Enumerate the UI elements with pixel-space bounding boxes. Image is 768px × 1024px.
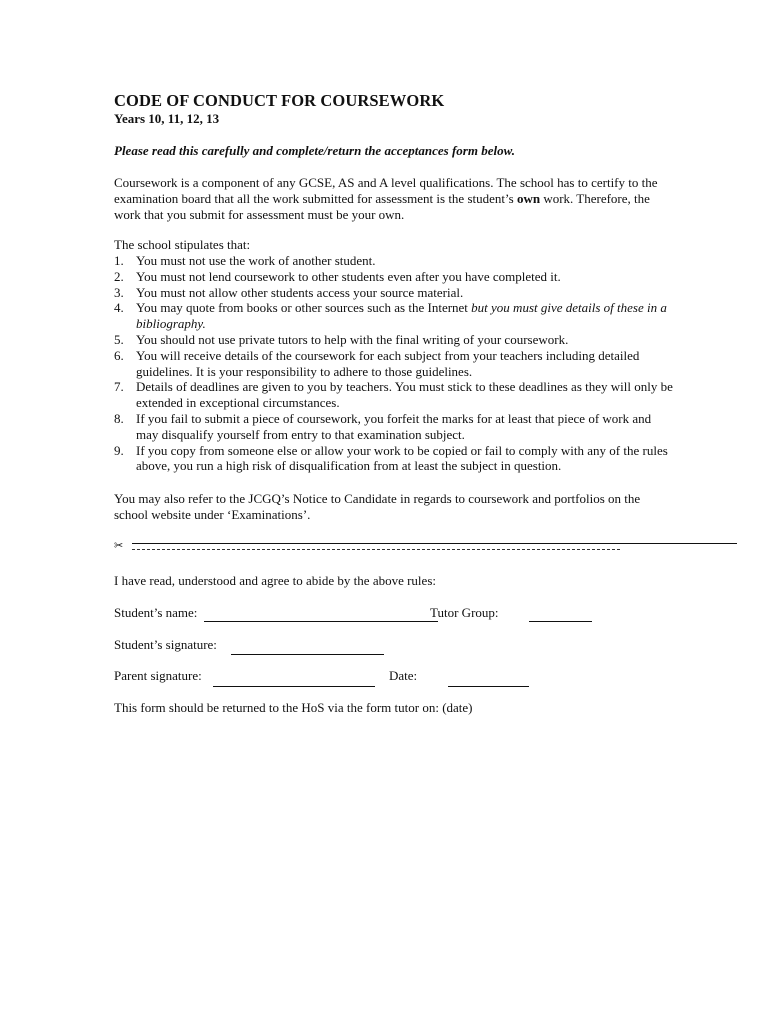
instruction-text: Please read this carefully and complete/return the acceptances form below. bbox=[114, 143, 516, 158]
rule-text: You will receive details of the coursework for each subject from your teachers including detailed guidelines. It is your responsibility to adhere to those guidelines. bbox=[136, 347, 640, 379]
cut-line bbox=[114, 538, 739, 554]
scissors-icon: ✂ bbox=[114, 540, 124, 552]
rule-item bbox=[114, 300, 674, 332]
student-signature-label: Student’s signature: bbox=[114, 637, 217, 652]
date-field[interactable] bbox=[448, 686, 529, 687]
rule-number: 1. bbox=[114, 253, 124, 268]
cut-line-dashed bbox=[132, 549, 620, 550]
refer-paragraph: You may also refer to the JCGQ’s Notice to Candidate in regards to coursework and portfolios on the school website under ‘Examinations’. bbox=[114, 491, 641, 522]
cut-line-solid bbox=[132, 543, 737, 544]
intro-paragraph bbox=[114, 175, 674, 222]
rule-text: You must not lend coursework to other students even after you have completed it. bbox=[136, 268, 561, 284]
return-note: This form should be returned to the HoS via the form tutor on: (date) bbox=[114, 700, 473, 715]
rule-number: 8. bbox=[114, 410, 124, 426]
rule-item bbox=[114, 411, 674, 443]
rule-item bbox=[114, 379, 674, 411]
student-signature-field[interactable] bbox=[231, 654, 384, 655]
student-name-label: Student’s name: bbox=[114, 605, 198, 620]
intro-text-start: Coursework is a component of any GCSE, AS and A level qualifications. The school has to certify to the examination board that all the work submitted for assessment is the student’s bbox=[114, 175, 658, 206]
rule-number: 4. bbox=[114, 300, 124, 316]
rule-text: You must not use the work of another student. bbox=[136, 253, 376, 268]
intro-text-end: work. Therefore, the work that you submit for assessment must be your own. bbox=[114, 190, 650, 222]
rule-item bbox=[114, 285, 674, 301]
rule-text: Details of deadlines are given to you by teachers. You must stick to these deadlines as they will only be extended in exceptional circumstances. bbox=[136, 379, 673, 411]
rule-number: 5. bbox=[114, 331, 124, 347]
rule-text: If you copy from someone else or allow your work to be copied or fail to comply with any of the rules above, you run a high risk of disqualification from at least the subject in question. bbox=[136, 442, 668, 474]
agreement-statement: I have read, understood and agree to abide by the above rules: bbox=[114, 573, 436, 588]
rule-number: 2. bbox=[114, 268, 124, 284]
rule-item bbox=[114, 253, 674, 269]
tutor-group-label: Tutor Group: bbox=[430, 605, 499, 620]
rule-text: You must not allow other students access your source material. bbox=[136, 284, 464, 300]
parent-signature-field[interactable] bbox=[213, 686, 375, 687]
rule-number: 3. bbox=[114, 284, 124, 300]
parent-signature-label: Parent signature: bbox=[114, 668, 202, 683]
rule-number: 9. bbox=[114, 442, 124, 458]
rules-list bbox=[114, 253, 674, 474]
student-name-field[interactable] bbox=[204, 621, 438, 622]
tutor-group-field[interactable] bbox=[529, 621, 592, 622]
rule-text: If you fail to submit a piece of coursework, you forfeit the marks for at least that piece of work and may disqualify yourself from entry to that examination subject. bbox=[136, 410, 652, 442]
rule-item bbox=[114, 332, 674, 348]
date-label: Date: bbox=[389, 668, 418, 683]
rule-item bbox=[114, 348, 674, 380]
years-subtitle: Years 10, 11, 12, 13 bbox=[114, 111, 220, 126]
rule-item bbox=[114, 269, 674, 285]
intro-emphasis: own bbox=[516, 190, 541, 206]
page-title: CODE OF CONDUCT FOR COURSEWORK bbox=[114, 91, 445, 110]
rule-number: 6. bbox=[114, 347, 124, 363]
rule-item bbox=[114, 443, 674, 475]
stipulates-heading: The school stipulates that: bbox=[114, 237, 251, 252]
rule-text: You may quote from books or other sources such as the Internet bbox=[136, 300, 472, 316]
rule-text: You should not use private tutors to help with the final writing of your coursework. bbox=[136, 331, 569, 347]
rule-number: 7. bbox=[114, 379, 124, 395]
rule-italic-text: but you must give details of these in a bibliography. bbox=[136, 300, 667, 332]
